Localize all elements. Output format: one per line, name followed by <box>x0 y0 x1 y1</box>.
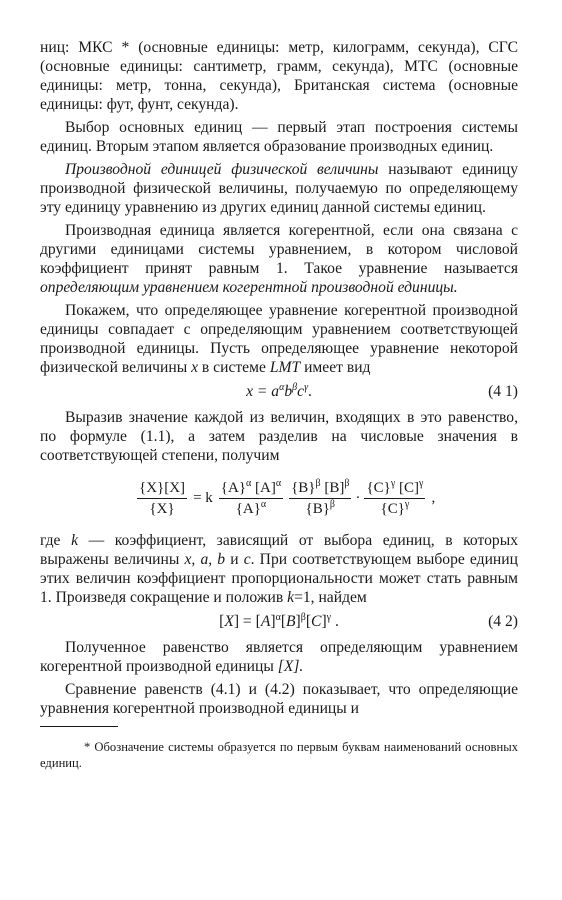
equation-fraction: $\frac{\{X\}[X]}{\{X\}}$ = k $\frac{\{A\}^\alpha [A]^\alpha}{\{A\}^\alpha}$ $\frac{\{B\}^\beta [B]^\beta}{\{B\}^\beta}$ · $\frac{\{C\}^\gamma [C]^\gamma}{\{C\}^\gamma}$ , <box>40 469 518 527</box>
show-var-x: x <box>191 359 199 376</box>
coherent-text: Производная единица является когерентной, если она связана с другими единицами системы уравнением, в котором числовой коэффициент принят равным 1. Такое уравнение называется <box>40 222 518 277</box>
fraction-x: $\frac{\{X\}[X]}{\{X\}}$ <box>139 479 186 517</box>
paragraph-where: где k — коэффициент, зависящий от выбора единиц, в которых выражены величины x, a, b и c. При соответствующем выборе единиц этих величин коэффициент пропорциональности может стать равным 1. Произведя сокращение и положив k=1, найдем <box>40 532 519 606</box>
footnote-divider <box>40 726 118 727</box>
paragraph-definition <box>40 160 518 217</box>
equation-4-1-formula: $x = a^\alpha b^\beta c^\gamma$. <box>246 382 312 400</box>
paragraph-coherent <box>40 221 518 297</box>
equation-4-2-number: (4 2) <box>488 613 518 630</box>
equation-4-1-number: (4 1) <box>488 383 518 400</box>
fraction-c: $\frac{\{C\}^\gamma [C]^\gamma}{\{C\}^\gamma}$ <box>366 477 424 517</box>
equation-4-2-formula: $[X] = [A]^\alpha[B]^\beta[C]^\gamma$ . <box>219 612 339 630</box>
paragraph-systems: ниц: МКС * (основные единицы: метр, килограмм, секунда), СГС (основные единицы: сантиметр, грамм, секунда), МТС (основные единицы: метр, тонна, секунда), Британская система (основные единицы: фут, фунт, секунда). <box>40 39 518 113</box>
equals-k: = k <box>193 490 213 506</box>
book-page <box>40 38 518 784</box>
definition-term: Производной единицей физической величины <box>65 161 379 178</box>
show-text-3: имеет вид <box>304 359 371 376</box>
show-system: LMT <box>269 359 301 376</box>
paragraph-compare: Сравнение равенств (4.1) и (4.2) показывает, что определяющие уравнения когерентной производной единицы и <box>40 681 518 717</box>
paragraph-result: Полученное равенство является определяющим уравнением когерентной производной единицы [X]. <box>40 639 518 675</box>
fraction-a: $\frac{\{A\}^\alpha [A]^\alpha}{\{A\}^\alpha}$ <box>220 477 282 517</box>
paragraph-choice: Выбор основных единиц — первый этап построения системы единиц. Вторым этапом является образование производных единиц. <box>40 119 518 155</box>
definition-text: называют единицу производной физической величины, получаемую по определяющему эту единицу уравнению из других единиц данной системы единиц. <box>40 161 518 216</box>
coherent-term: определяющим уравнением когерентной производной единицы. <box>40 279 458 296</box>
equation-4-2 <box>40 611 518 633</box>
fraction-b: $\frac{\{B\}^\beta [B]^\beta}{\{B\}^\beta}$ <box>291 477 350 517</box>
footnote: * Обозначение системы образуется по первым буквам наименований основных единиц. <box>40 740 518 770</box>
show-text: Покажем, что определяющее уравнение когерентной производной единицы совпадает с определяющим уравнением соответствующей производной единицы. Пусть определяющее уравнение некоторой физической величины <box>40 302 518 376</box>
equation-4-1 <box>40 381 518 403</box>
paragraph-show <box>40 301 518 377</box>
show-text-2: в системе <box>201 359 266 376</box>
paragraph-express: Выразив значение каждой из величин, входящих в это равенство, по формуле (1.1), а затем разделив на числовые значения в соответствующей степени, получим <box>40 409 518 464</box>
